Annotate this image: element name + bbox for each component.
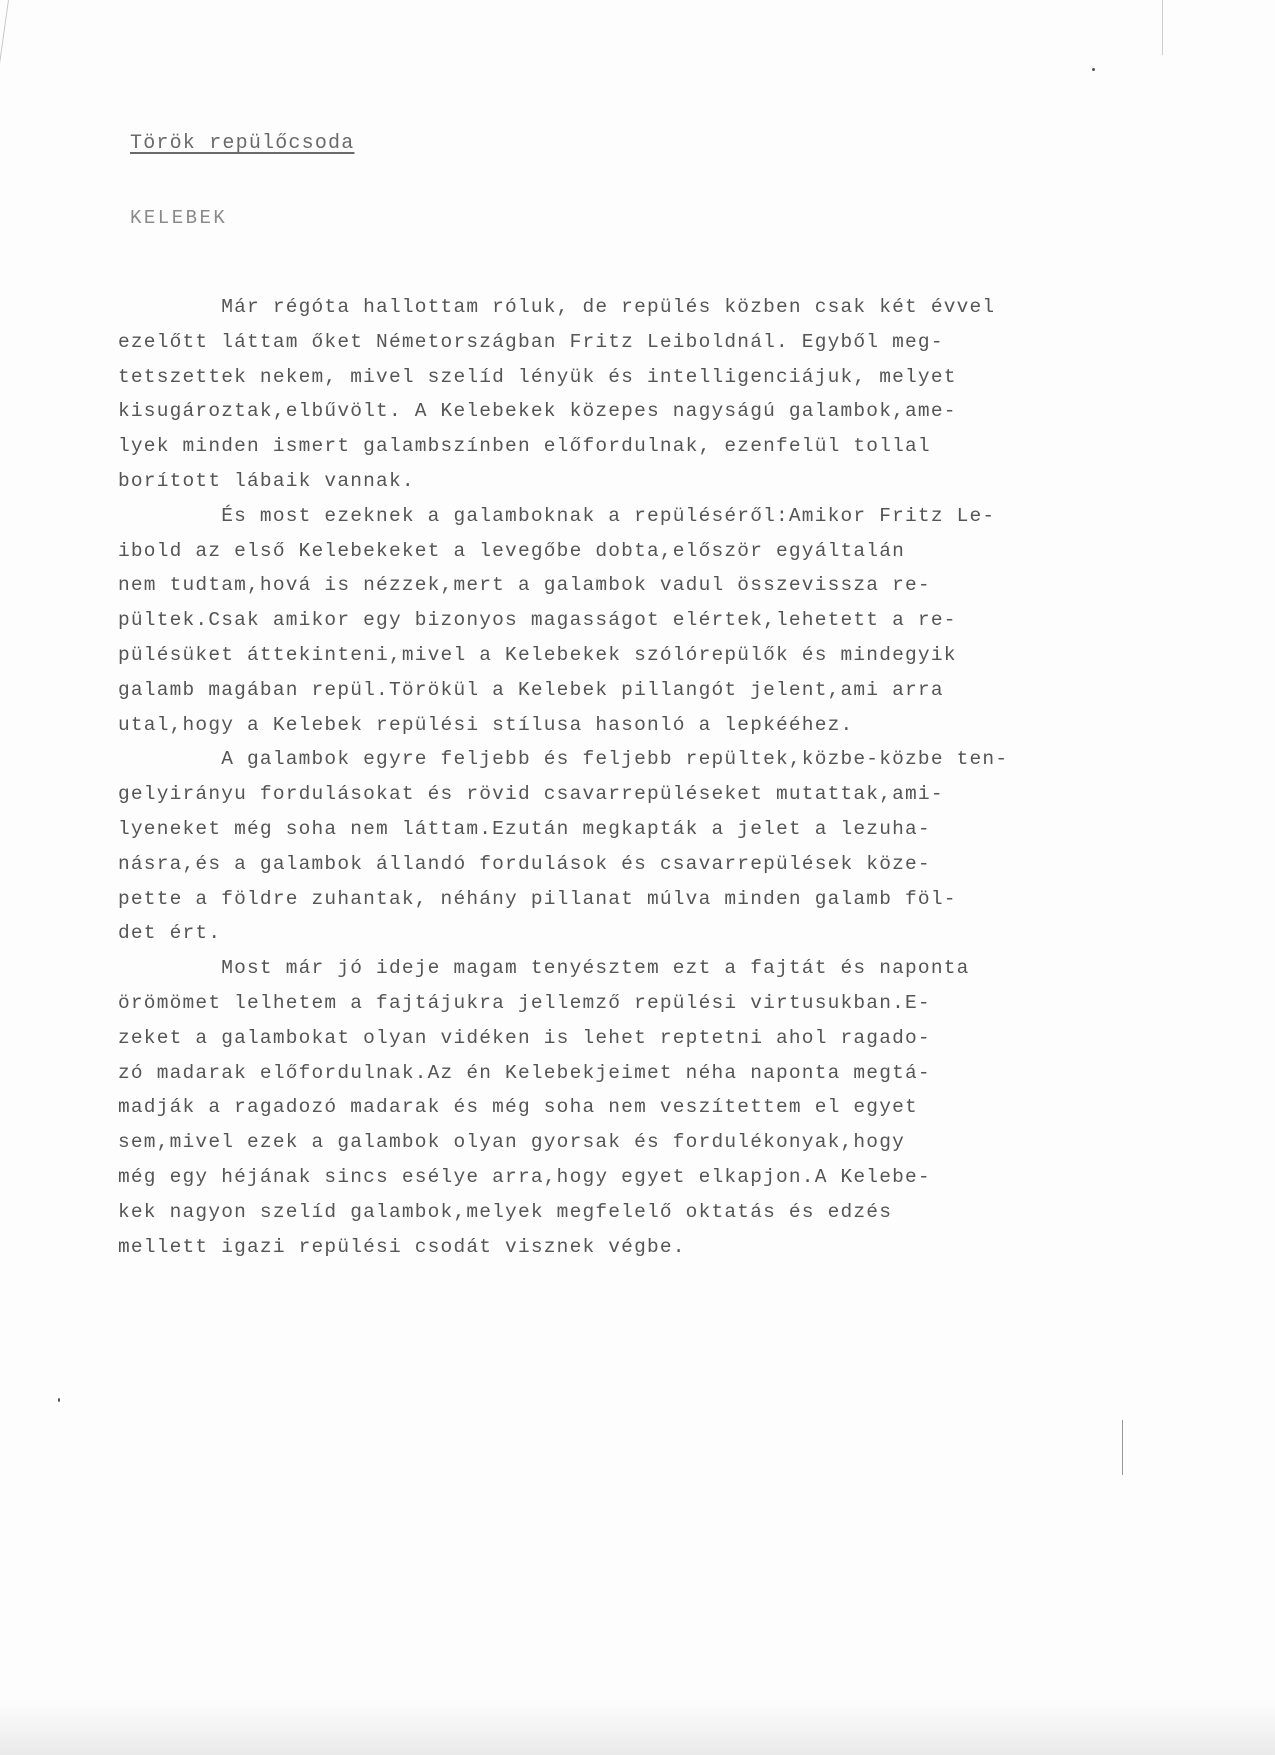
document-title: Török repülőcsoda (130, 132, 355, 155)
body-line: sem,mivel ezek a galambok olyan gyorsak és fordulékonyak,hogy (118, 1131, 906, 1154)
body-line: lyeneket még soha nem láttam.Ezután megkapták a jelet a lezuha- (118, 817, 931, 840)
body-line: pette a földre zuhantak, néhány pillanat múlva minden galamb föl- (118, 887, 957, 910)
document-subtitle: KELEBEK (130, 207, 228, 229)
body-line: det ért. (118, 922, 222, 945)
body-line: A galambok egyre feljebb és feljebb repültek,közbe-közbe ten- (118, 748, 1009, 771)
body-line: Már régóta hallottam róluk, de repülés közben csak két évvel (118, 296, 996, 318)
body-line: lyek minden ismert galambszínben előfordulnak, ezenfelül tollal (118, 435, 931, 458)
body-line: És most ezeknek a galamboknak a repüléséről:Amikor Fritz Le- (118, 504, 996, 527)
body-line: még egy héjának sincs esélye arra,hogy egyet elkapjon.A Kelebe- (118, 1165, 931, 1188)
body-line: mellett igazi repülési csodát visznek végbe. (118, 1235, 686, 1258)
body-line: gelyirányu fordulásokat és rövid csavarrepüléseket mutattak,ami- (118, 783, 944, 806)
body-line: Most már jó ideje magam tenyésztem ezt a fajtát és naponta (118, 957, 970, 980)
body-line: zeket a galambokat olyan vidéken is lehet reptetni ahol ragado- (118, 1026, 931, 1049)
body-line: örömömet lelhetem a fajtájukra jellemző repülési virtusukban.E- (118, 991, 931, 1014)
body-line: borított lábaik vannak. (118, 469, 415, 492)
body-line: zó madarak előfordulnak.Az én Kelebekjeimet néha naponta megtá- (118, 1061, 931, 1084)
body-line: násra,és a galambok állandó fordulások és csavarrepülések köze- (118, 852, 931, 875)
scan-pen-mark (1122, 1420, 1123, 1475)
body-line: ibold az első Kelebekeket a levegőbe dobta,először egyáltalán (118, 539, 906, 562)
body-line: galamb magában repül.Törökül a Kelebek pillangót jelent,ami arra (118, 678, 944, 701)
body-line: madják a ragadozó madarak és még soha nem veszítettem el egyet (118, 1096, 918, 1119)
body-line: utal,hogy a Kelebek repülési stílusa hasonló a lepkééhez. (118, 713, 854, 736)
body-line: kek nagyon szelíd galambok,melyek megfelelő oktatás és edzés (118, 1200, 893, 1223)
body-line: nem tudtam,hová is nézzek,mert a galambok vadul összevissza re- (118, 574, 931, 597)
scan-edge-mark-left (0, 0, 9, 69)
document-body (118, 290, 1118, 1264)
scan-speck (1092, 68, 1095, 71)
body-line: tetszettek nekem, mivel szelíd lényük és intelligenciájuk, melyet (118, 365, 957, 388)
scan-bottom-shadow (0, 1700, 1275, 1755)
scan-speck (58, 1398, 60, 1402)
body-line: pültek.Csak amikor egy bizonyos magasságot elértek,lehetett a re- (118, 609, 957, 632)
body-line: kisugároztak,elbűvölt. A Kelebekek közepes nagyságú galambok,ame- (118, 400, 957, 423)
scan-edge-mark-right (1162, 0, 1163, 55)
body-line: ezelőtt láttam őket Németországban Fritz Leiboldnál. Egyből meg- (118, 330, 944, 353)
body-line: pülésüket áttekinteni,mivel a Kelebekek szólórepülők és mindegyik (118, 643, 957, 666)
